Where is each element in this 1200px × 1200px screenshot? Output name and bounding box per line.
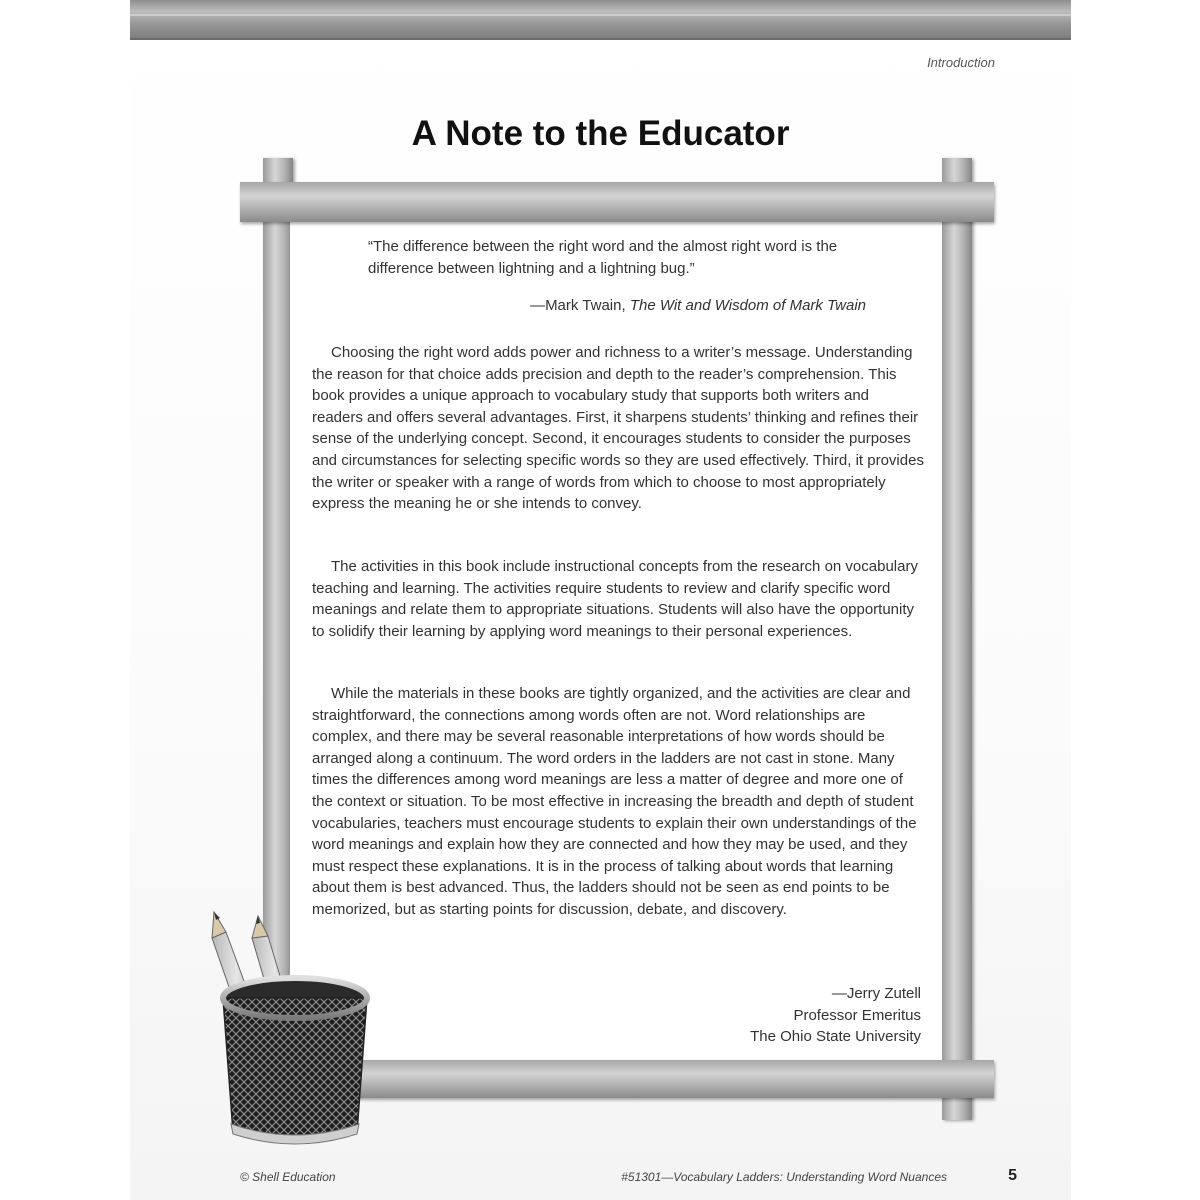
signature-name: —Jerry Zutell bbox=[831, 985, 921, 1002]
quote-text: “The difference between the right word and the almost right word is the difference between lightning and a lightning bug.” bbox=[368, 238, 838, 277]
frame-post-right bbox=[942, 158, 972, 1120]
signature-block bbox=[750, 983, 921, 1048]
paragraph-2: The activities in this book include instructional concepts from the research on vocabulary teaching and learning. The activities require students to review and clarify specific word meanings and relate them to appropriate situations. Students will also have the opportunity to solidify their learning by applying word meanings to their personal experiences. bbox=[312, 558, 918, 640]
signature-role: Professor Emeritus bbox=[793, 1006, 921, 1024]
header-bar bbox=[130, 0, 1071, 40]
footer-copyright: © Shell Education bbox=[240, 1170, 336, 1184]
quote-attribution-prefix: —Mark Twain, bbox=[530, 297, 630, 314]
page-number: 5 bbox=[1008, 1167, 1017, 1184]
footer-book-title: #51301—Vocabulary Ladders: Understanding Word Nuances bbox=[621, 1170, 947, 1184]
section-label: Introduction bbox=[927, 55, 995, 70]
quote-attribution bbox=[530, 297, 866, 314]
signature-institution: The Ohio State University bbox=[750, 1028, 921, 1045]
paragraph-3: While the materials in these books are tightly organized, and the activities are clear and straightforward, the connections among words often are not. Word relationships are complex, and there may be several reasonable interpretations of how words should be arranged along a continuum. The word orders in the ladders are not cast in stone. Many times the differences among word meanings are less a matter of degree and more one of the context or situation. To be most effective in increasing the breadth and depth of student vocabularies, teachers must encourage students to explain their own understandings of the word meanings and explain how they are connected and how they may be used, and they must respect these explanations. It is in the process of talking about words that learning about them is best advanced. Thus, the ladders should not be seen as end points to be memorized, but as starting points for discussion, debate, and discovery. bbox=[312, 685, 917, 918]
frame-beam-top bbox=[240, 182, 994, 222]
page-title: A Note to the Educator bbox=[411, 114, 790, 153]
paragraph-1: Choosing the right word adds power and richness to a writer’s message. Understanding the reason for that choice adds precision and depth to the reader’s comprehension. This book provides a unique approach to vocabulary study that supports both writers and readers and offers several advantages. First, it sharpens students’ thinking and refines their sense of the underlying concept. Second, it encourages students to consider the purposes and circumstances for selecting specific words so they are used effectively. Third, it provides the writer or speaker with a range of words from which to choose to most appropriately express the meaning he or she intends to convey. bbox=[312, 344, 924, 513]
pencil-cup-illustration bbox=[200, 910, 380, 1150]
quote-attribution-work: The Wit and Wisdom of Mark Twain bbox=[629, 297, 866, 314]
